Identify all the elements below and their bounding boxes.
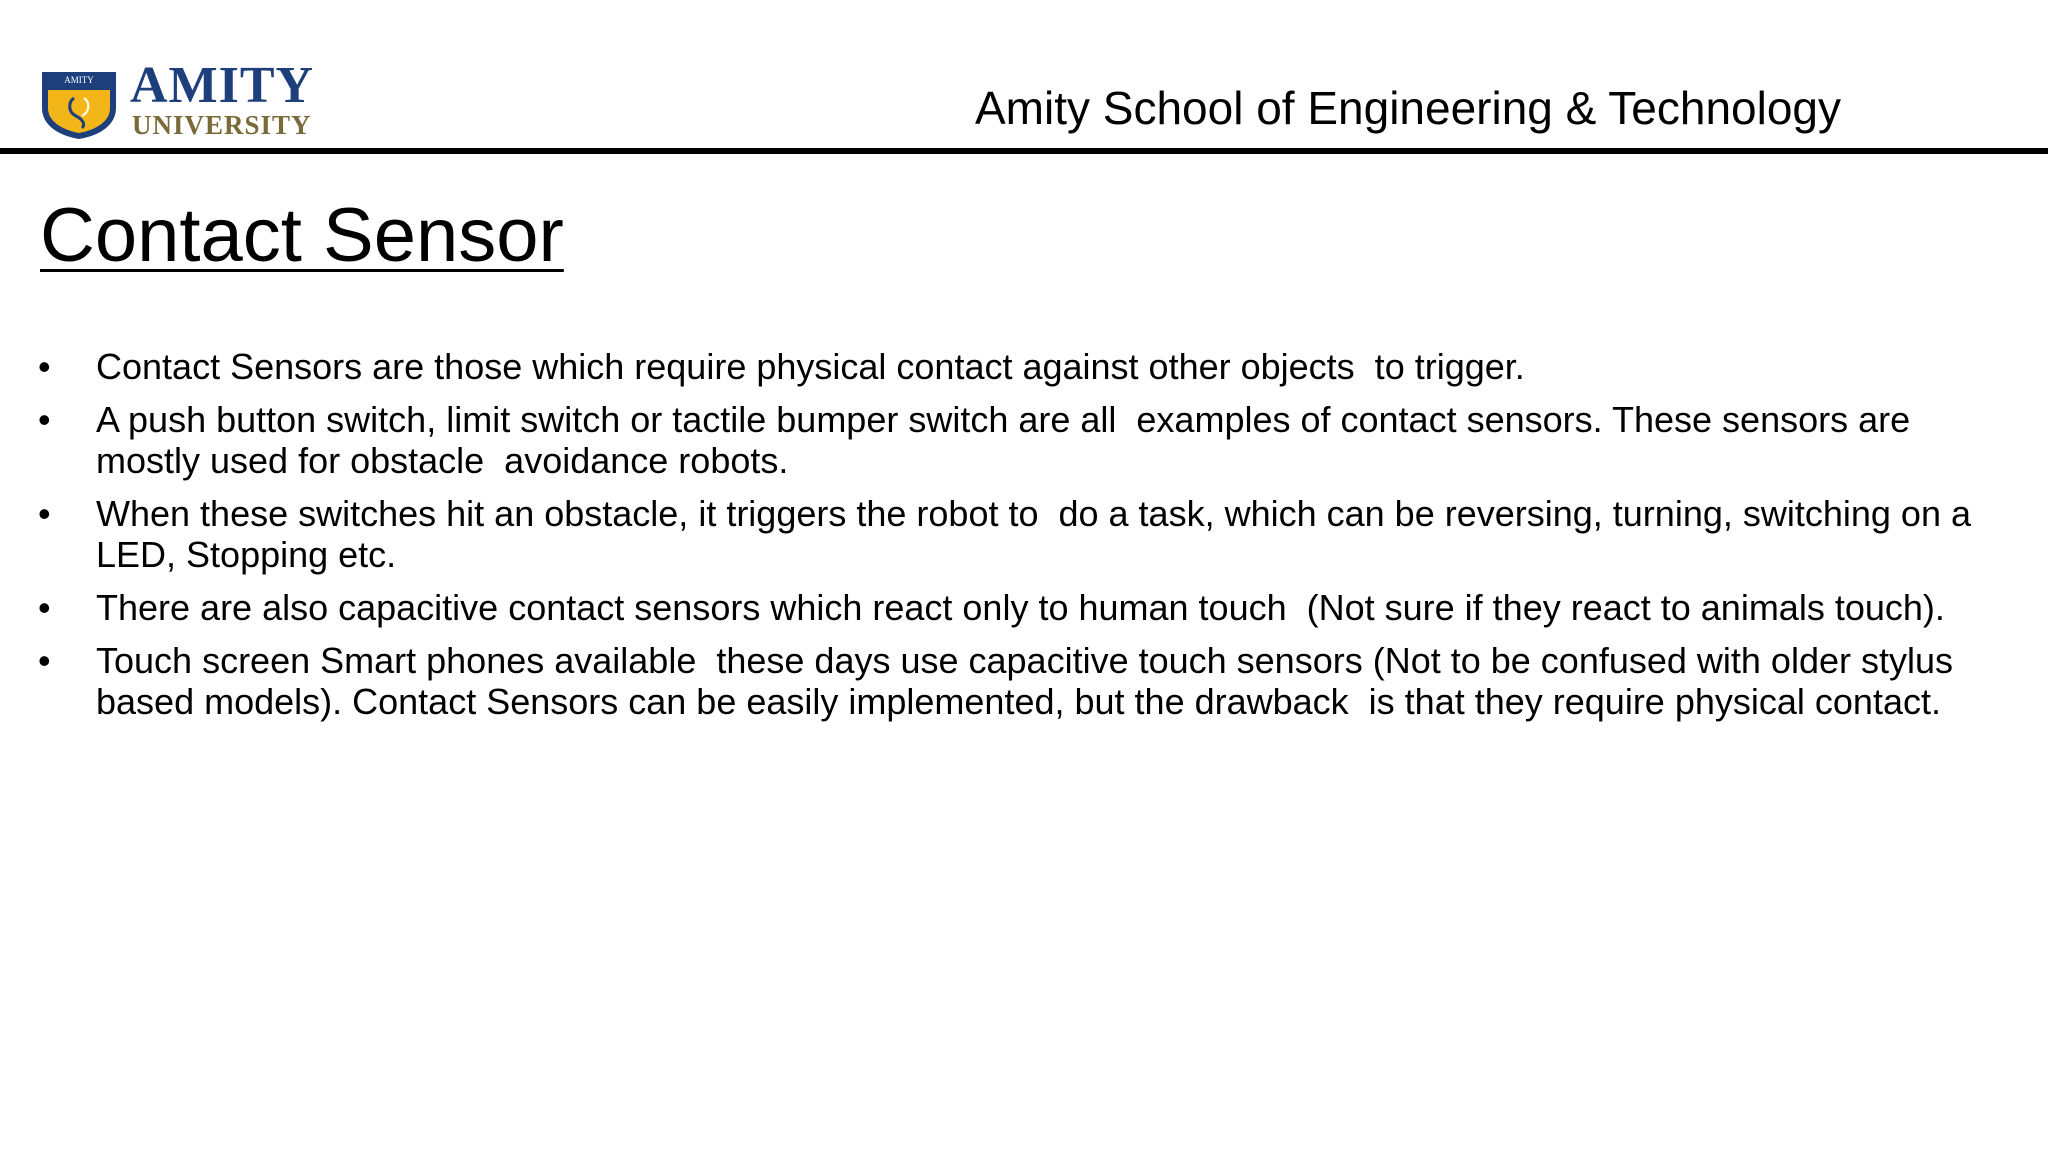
bullet-text: Contact Sensors are those which require physical contact against other objects to trigger. bbox=[96, 346, 1525, 387]
slide-title: Contact Sensor bbox=[40, 193, 564, 278]
bullet-text: A push button switch, limit switch or tactile bumper switch are all examples of contact sensors. These sensors are mostly used for obstacle avoidance robots. bbox=[96, 399, 1921, 481]
bullet-item bbox=[38, 399, 2018, 481]
bullet-item bbox=[38, 346, 2018, 387]
bullet-item bbox=[38, 640, 2018, 722]
bullet-dot-icon: • bbox=[38, 346, 51, 387]
bullet-dot-icon: • bbox=[38, 587, 51, 628]
bullet-dot-icon: • bbox=[38, 640, 51, 681]
bullet-dot-icon: • bbox=[38, 399, 51, 440]
school-name: Amity School of Engineering & Technology bbox=[975, 82, 1842, 134]
bullet-text: Touch screen Smart phones available these days use capacitive touch sensors (Not to be confused with older stylus based models). Contact Sensors can be easily implemented, but the drawback is that they require physical contact. bbox=[96, 640, 1974, 722]
bullet-list bbox=[38, 346, 2018, 734]
shield-text: AMITY bbox=[64, 75, 94, 85]
bullet-dot-icon: • bbox=[38, 493, 51, 534]
amity-university-logo bbox=[38, 57, 348, 142]
header-divider bbox=[0, 148, 2048, 154]
logo-amity-text: AMITY bbox=[130, 57, 315, 114]
bullet-text: When these switches hit an obstacle, it triggers the robot to do a task, which can be reversing, turning, switching on a LED, Stopping etc. bbox=[96, 493, 1982, 575]
bullet-item bbox=[38, 587, 2018, 628]
amity-shield-icon bbox=[38, 68, 120, 140]
bullet-text: There are also capacitive contact sensors which react only to human touch (Not sure if they react to animals touch). bbox=[96, 587, 1945, 628]
bullet-item bbox=[38, 493, 2018, 575]
logo-university-text: UNIVERSITY bbox=[132, 110, 312, 140]
